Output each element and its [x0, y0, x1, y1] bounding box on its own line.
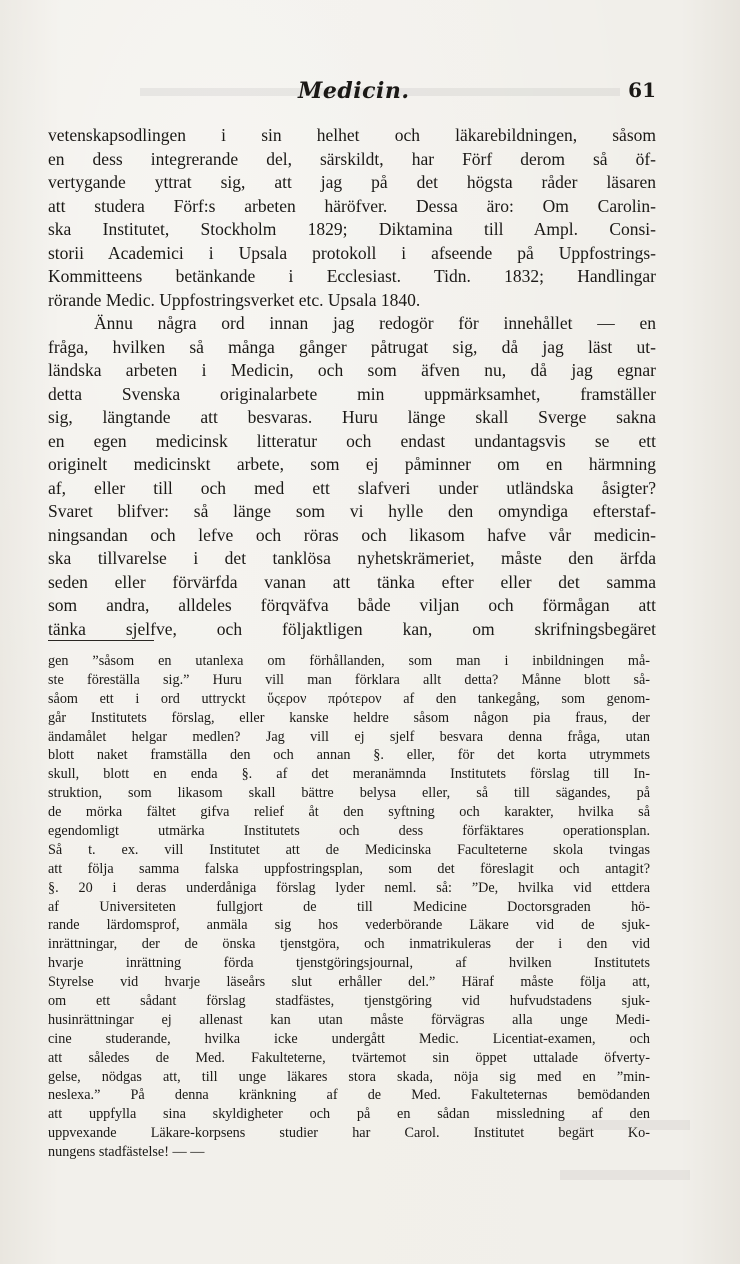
footnote-line: ste föreställa sig.” Huru vill man förklara allt detta? Månne blott så- — [48, 671, 650, 688]
footnote — [48, 652, 650, 1162]
body-line: tänka sjelfve, och följaktligen kan, om skrifningsbegäret — [48, 618, 656, 639]
footnote-line: de mörka fältet gifva relief åt den syftning och karakter, hvilka så — [48, 804, 650, 821]
footnote-line: om ett sådant förslag stadfästes, tjenstgöring vid hufvudstadens sjuk- — [48, 993, 650, 1010]
body-line: originelt medicinskt arbete, som ej påminner om en härmning — [48, 454, 656, 474]
footnote-line: hvarje inrättning förda tjenstgöringsjournal, af hvilken Institutets — [48, 955, 650, 972]
body-line: ska Institutet, Stockholm 1829; Diktamina till Ampl. Consi- — [48, 219, 656, 239]
footnote-line: neslexa.” På denna kränkning af de Med. Fakulteternas bemödanden — [48, 1087, 650, 1104]
footnote-line: cine studerande, hvilka icke undergått Medic. Licentiat-examen, och — [48, 1030, 650, 1047]
body-line: af, eller till och med ett slafveri under utländska åsigter? — [48, 477, 656, 498]
body-line: vertygande yttrat sig, att jag på det högsta råder läsaren — [48, 172, 656, 192]
footnote-separator — [48, 640, 154, 641]
footnote-line: Så t. ex. vill Institutet att de Medicinska Faculteterne skola tvingas — [48, 841, 650, 858]
footnote-line: såom ett i ord uttryckt ὕςερον πρότερον af den tankegång, som genom- — [48, 690, 650, 707]
footnote-line: inrättningar, der de önska tjenstgöra, och inmatrikuleras der i den vid — [48, 936, 650, 953]
footnote-line: husinrättningar ej allenast kan utan måste förvägras alla unge Medi- — [48, 1011, 650, 1028]
body-line: storii Academici i Upsala protokoll i afseende på Uppfostrings- — [48, 242, 656, 263]
body-line: sig, längtande att besvaras. Huru länge skall Sverge sakna — [48, 407, 656, 427]
body-line: fråga, hvilken så många gånger påtrugat sig, då jag läst ut- — [48, 336, 656, 357]
running-head: Medicin. — [298, 78, 410, 104]
footnote-line: att uppfylla sina skyldigheter och på en sådan missledning af den — [48, 1106, 650, 1123]
body-line: ländska arbeten i Medicin, och som äfven nu, då jag egnar — [48, 360, 656, 380]
body-line: som andra, alldeles förqväfva både viljan och förmågan att — [48, 595, 656, 615]
body-line: en dess integrerande del, särskildt, har Förf derom så öf- — [48, 148, 656, 169]
footnote-line: att följa samma falska uppfostringsplan, som det föreslagit och antagit? — [48, 860, 650, 877]
footnote-line: rande lärdomsprof, anmäla sig hos vederbörande Läkare vid de sjuk- — [48, 917, 650, 934]
footnote-line: går Institutets förslag, eller kanske heldre såsom någon pia fraus, der — [48, 709, 650, 726]
page-header — [48, 78, 656, 108]
footnote-line: uppvexande Läkare-korpsens studier har Carol. Institutet begärt Ko- — [48, 1125, 650, 1142]
body-line: Svaret blifver: så länge som vi hylle den omyndiga efterstaf- — [48, 501, 656, 521]
footnote-line: ändamålet helgar medlen? Jag vill ej sjelf besvara denna fråga, utan — [48, 728, 650, 745]
page-number: 61 — [628, 78, 656, 102]
body-text — [48, 124, 656, 641]
body-line: vetenskapsodlingen i sin helhet och läkarebildningen, såsom — [48, 125, 656, 145]
body-line: detta Svenska originalarbete min uppmärksamhet, framställer — [48, 383, 656, 404]
footnote-line: af Universiteten fullgjort de till Medicine Doctorsgraden hö- — [48, 898, 650, 915]
body-line: Ännu några ord innan jag redogör för innehållet — en — [94, 313, 656, 333]
body-line: en egen medicinsk litteratur och endast undantagsvis se ett — [48, 430, 656, 451]
body-line: ska tillvarelse i det tanklösa nyhetskrämeriet, måste den ärfda — [48, 548, 656, 568]
footnote-line: §. 20 i deras underdåniga förslag lyder neml. så: ”De, hvilka vid ettdera — [48, 879, 650, 896]
footnote-line: gelse, nödgas att, till unge läkares stora skada, nöja sig med en ”min- — [48, 1068, 650, 1085]
body-line: ningsandan och lefve och röras och likasom hafve vår medicin- — [48, 524, 656, 545]
body-line: rörande Medic. Uppfostringsverket etc. Upsala 1840. — [48, 289, 421, 310]
body-line: att studera Förf:s arbeten häröfver. Dessa äro: Om Carolin- — [48, 195, 656, 216]
footnote-line: egendomligt utmärka Institutets och dess förfäktares operationsplan. — [48, 823, 650, 840]
body-line: Kommitteens betänkande i Ecclesiast. Tidn. 1832; Handlingar — [48, 266, 656, 286]
footnote-line: gen ”såsom en utanlexa om förhållanden, som man i inbildningen må- — [48, 653, 650, 669]
footnote-line: Styrelse vid hvarje läseårs slut erhåller del.” Häraf måste följa att, — [48, 974, 650, 991]
footnote-line: skull, blott en enda §. af det meranämnda Institutets förslag till In- — [48, 766, 650, 783]
footnote-line: struktion, som likasom skall bättre belysa eller, så till sägandes, på — [48, 785, 650, 802]
footnote-line: att således de Med. Fakulteterne, tvärtemot sin öppet uttalade öfverty- — [48, 1049, 650, 1066]
footnote-line: blott naket framställa den och annan §. eller, för det korta utrymmets — [48, 747, 650, 764]
footnote-line: nungens stadfästelse! — — — [48, 1144, 205, 1161]
body-line: seden eller förvärfda vanan att tänka efter eller det samma — [48, 571, 656, 592]
